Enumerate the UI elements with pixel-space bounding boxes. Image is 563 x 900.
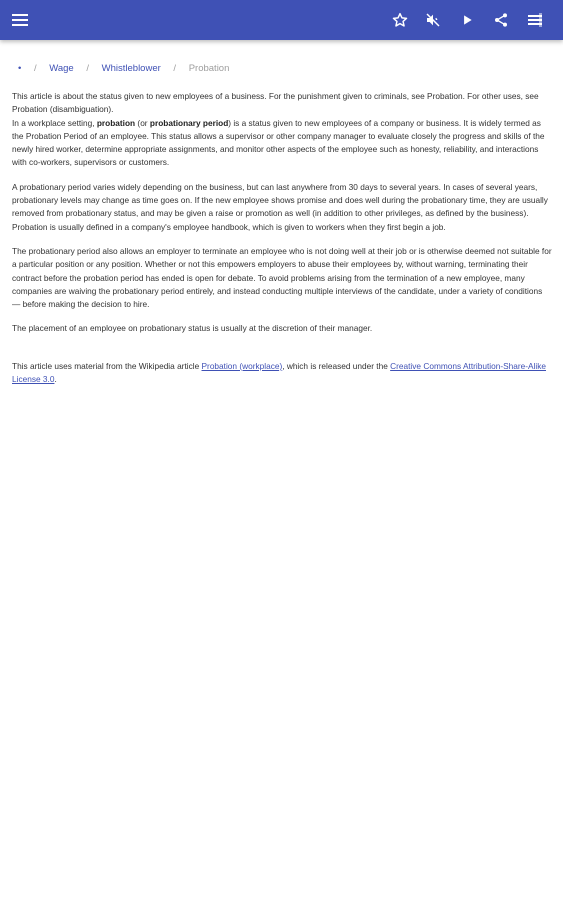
text-run: ) is a status given to new employees of a company or business. It is widely termed as the Probation Period of an employee. This status allows a supervisor or other company manager to evaluate closely the progress and skills of the newly hired worker, determine appropriate assignments, and monitor other aspects of the employee such as honesty, reliability, and interactions with co-workers, supervisors or customers. — [12, 117, 545, 168]
text-run: In a workplace setting, — [12, 117, 97, 128]
share-icon — [493, 12, 509, 28]
bookmark-button[interactable] — [384, 0, 416, 40]
text-run: This article uses material from the Wikipedia article — [12, 360, 202, 371]
article-paragraph: The placement of an employee on probationary status is usually at the discretion of their manager. — [12, 323, 373, 334]
breadcrumb-separator: / — [173, 63, 177, 74]
source-article-link[interactable]: Probation (workplace) — [201, 360, 283, 371]
breadcrumb-current: Probation — [188, 63, 230, 74]
article-paragraph: A probationary period varies widely depending on the business, but can last anywhere from 30 days to several years. In cases of several years, probationary levels may change as time goes on. If the new employee shows promise and does well during the probationary time, they are usually removed from probationary status, and may be given a raise or promotion as well (in addition to other privileges, as defined by the business). Probation is usually defined in a company's employee handbook, which is given to workers when they first begin a job. — [12, 181, 548, 232]
app-bar — [0, 0, 563, 40]
license-link[interactable]: Creative Commons Attribution-Share-Alike License 3.0 — [12, 360, 546, 385]
term-bold: probation — [96, 117, 136, 128]
breadcrumb-separator: / — [86, 63, 89, 74]
article-body — [12, 90, 552, 397]
volume-off-icon — [425, 12, 441, 28]
breadcrumb-separator: / — [33, 63, 37, 74]
breadcrumb-item-whistleblower[interactable]: Whistleblower — [101, 63, 161, 74]
play-button[interactable] — [451, 0, 483, 40]
article-paragraph: The probationary period also allows an employer to terminate an employee who is not doing well at their job or is otherwise deemed not suitable for a particular position or any position. Whether or not this empowers employers to abuse their employees by, without warning, terminating their contract before the probation period has ended is open for debate. To avoid problems arising from the termination of a new employee, many companies are waiving the probationary period entirely, and instead conducting multiple interviews of the candidate, under a variety of conditions — before making the decision to hire. — [12, 245, 552, 310]
text-run: . — [54, 374, 57, 385]
text-run: (or — [135, 117, 150, 128]
reader-list-icon — [527, 13, 543, 27]
breadcrumb-home[interactable]: • — [18, 63, 22, 74]
hamburger-menu-icon — [12, 14, 28, 26]
star-icon — [392, 12, 408, 28]
term-bold: probationary period — [149, 117, 229, 128]
text-run: , which is released under the — [282, 360, 391, 371]
mute-button[interactable] — [417, 0, 449, 40]
attribution — [12, 360, 552, 387]
article-paragraph — [12, 117, 552, 170]
play-icon — [460, 13, 474, 27]
menu-button[interactable] — [4, 0, 36, 40]
share-button[interactable] — [485, 0, 517, 40]
reader-mode-button[interactable] — [519, 0, 551, 40]
breadcrumb-item-wage[interactable]: Wage — [49, 63, 74, 74]
hatnote: This article is about the status given to new employees of a business. For the punishment given to criminals, see Probation. For other uses, see Probation (disambiguation). — [12, 91, 539, 115]
breadcrumb — [12, 63, 229, 74]
